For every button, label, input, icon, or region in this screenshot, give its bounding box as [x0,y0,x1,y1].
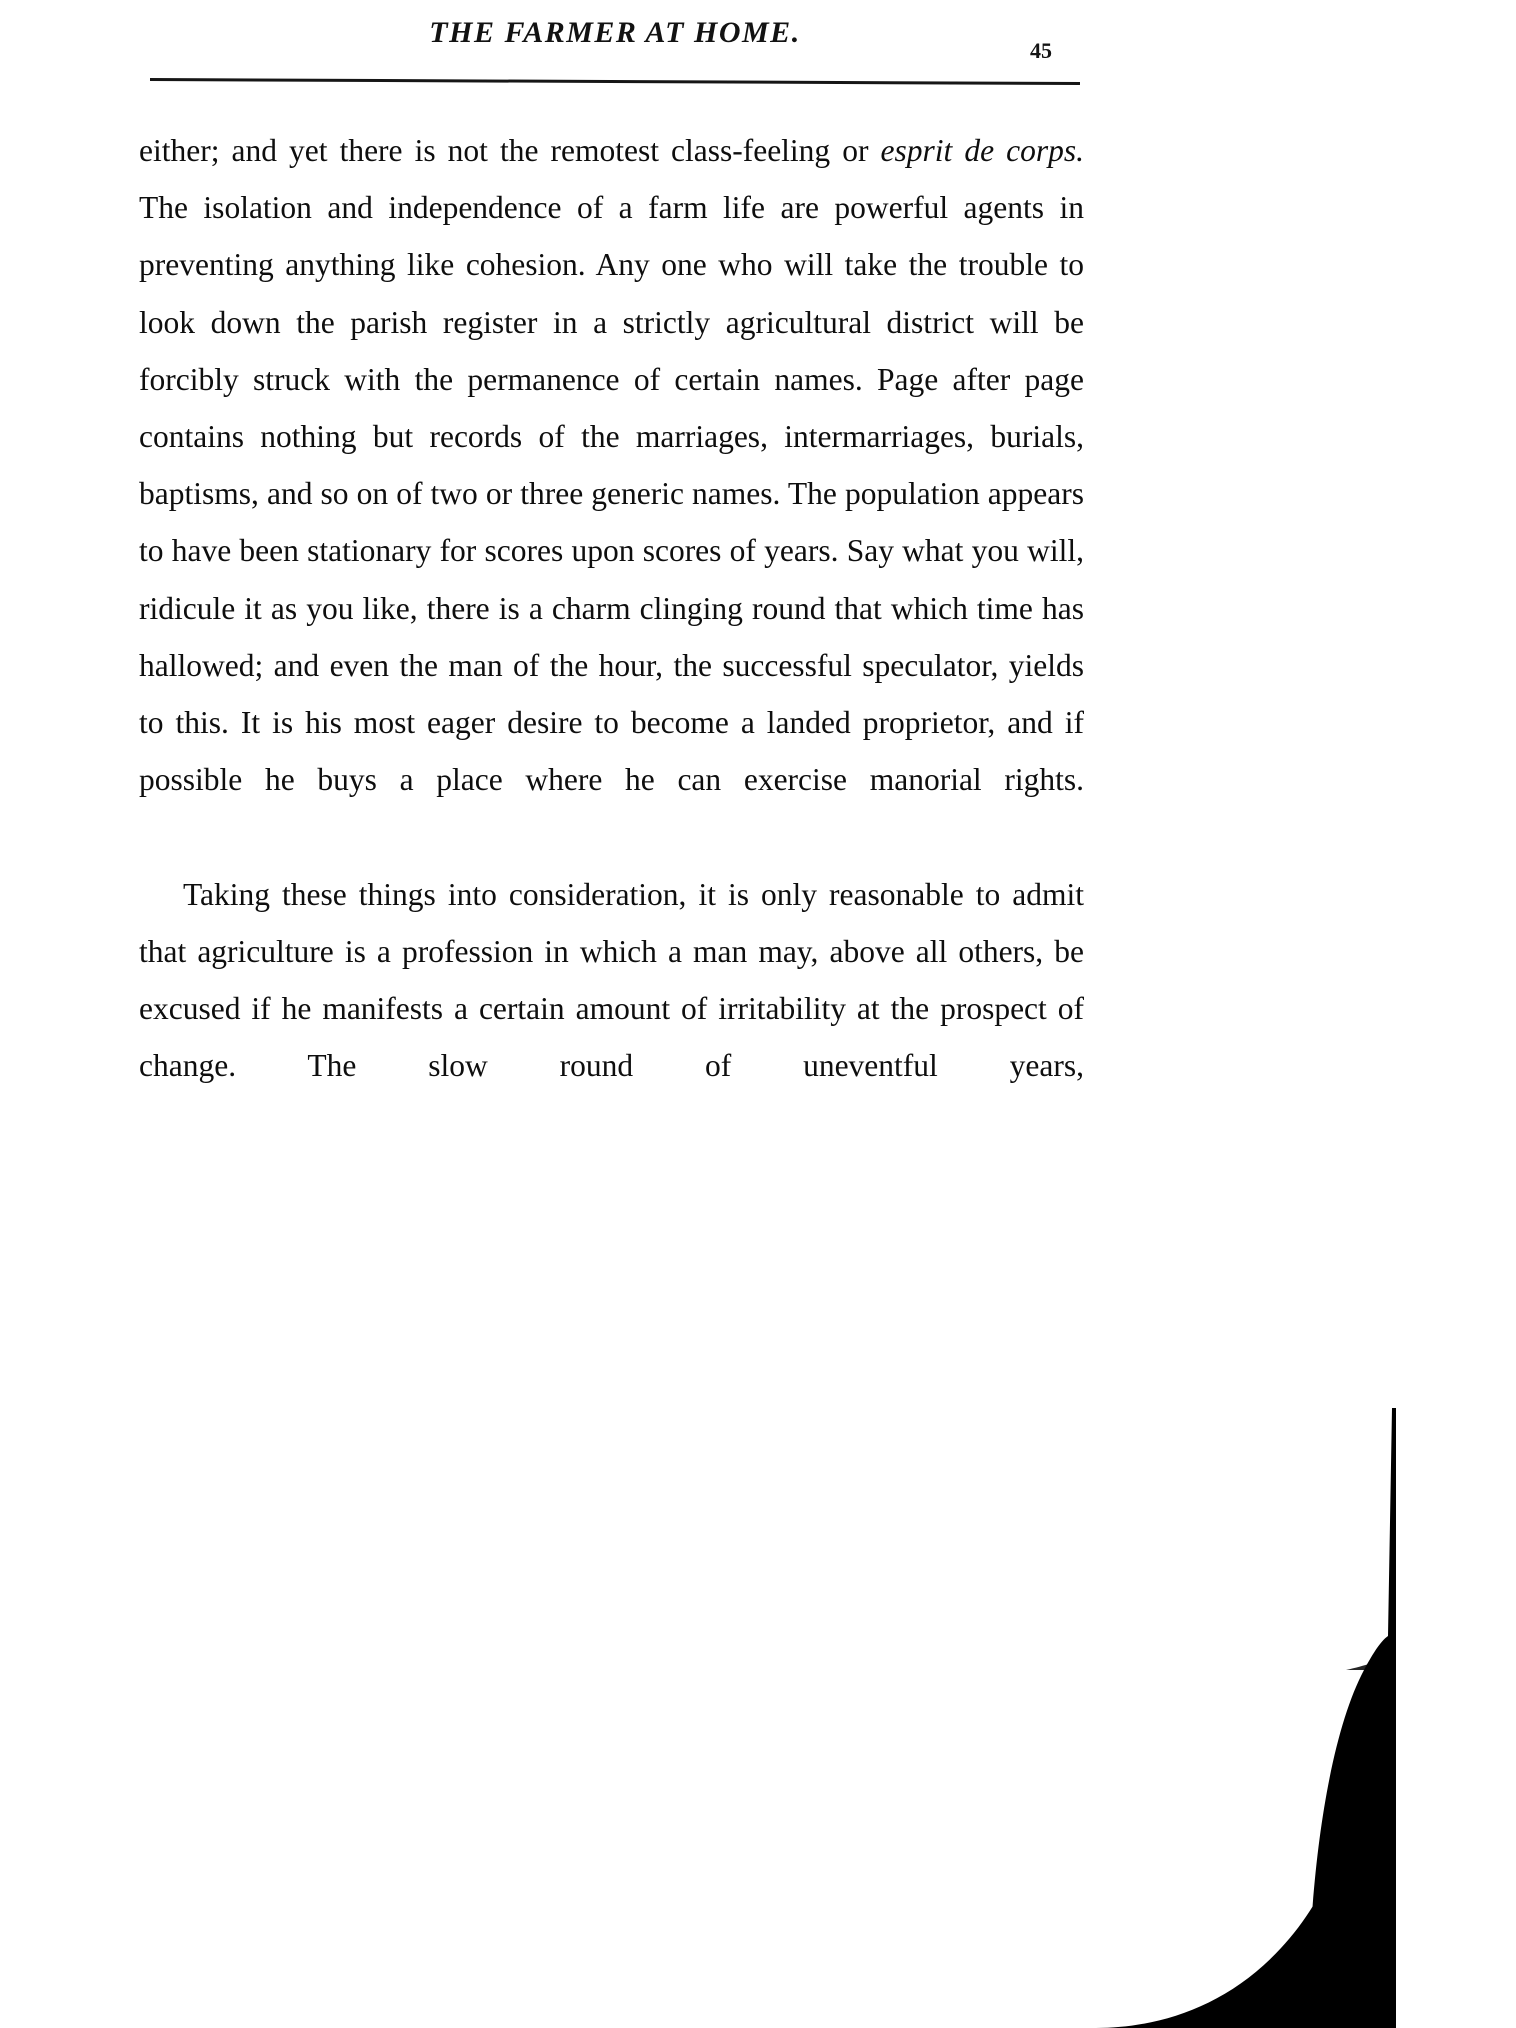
italic-phrase: esprit de corps. [880,133,1084,168]
text-run: The isolation and independence of a farm life are powerful agents in preventing anything like cohesion. Any one who will take the trouble to look down the parish register in a strictly agricultural district will be forcibly struck with the permanence of certain names. Page after page contains nothing but records of the marriages, intermarriages, burials, baptisms, and so on of two or three generic names. The population appears to have been stationary for scores upon scores of years. Say what you will, ridicule it as you like, there is a charm clinging round that which time has hallowed; and even the man of the hour, the successful speculator, yields to this. It is his most eager desire to become a landed proprietor, and if possible he buys a place where he can exercise manorial rights. [139,190,1084,798]
text-run: either; and yet there is not the remotest class-feeling or [139,133,881,168]
header-rule [150,78,1080,85]
running-head [150,16,1080,50]
running-head-title: THE FARMER AT HOME. [429,16,801,49]
body-text [139,122,1084,1152]
text-run: Taking these things into consideration, it is only reasonable to admit that agriculture is a profession in which a man may, above all others, be excused if he manifests a certain amount of irritability at the prospect of change. The slow round of uneventful years, [139,876,1084,1084]
paragraph [139,122,1084,866]
page-number: 45 [1030,38,1052,63]
paragraph [139,866,1084,1152]
scan-edge-shadow [1096,1408,1516,2028]
